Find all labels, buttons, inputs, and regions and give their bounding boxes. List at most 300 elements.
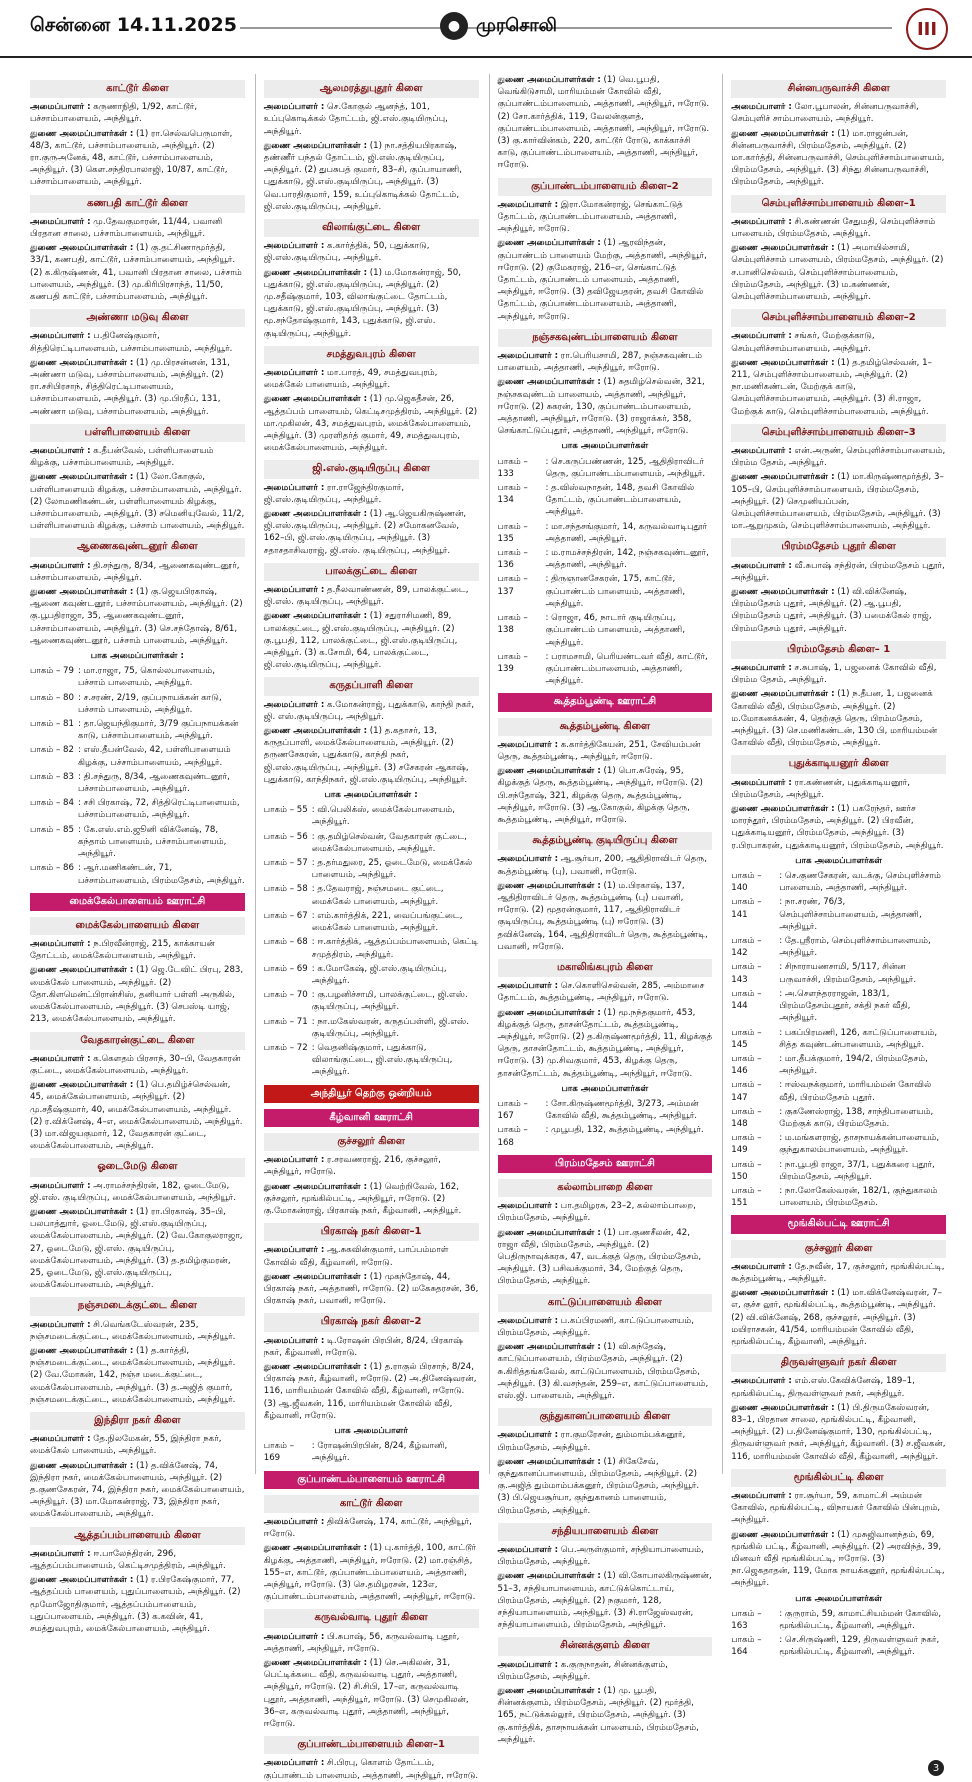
booth-organiser: : ச.சரண், 2/19, குப்பநாயக்கன் காடு, பச்சாம் பாளையம், அந்தியூர். xyxy=(78,692,222,715)
paper-name: முரசொலி xyxy=(476,14,557,36)
column-4 xyxy=(722,74,946,1658)
branch-heading: பிரம்மதேசம் புதூர் கிளை xyxy=(731,538,946,556)
role-label: அமைப்பாளர் : xyxy=(263,699,325,710)
booth-row xyxy=(264,910,479,934)
role-label: துணை அமைப்பாளர்கள் : xyxy=(30,587,134,598)
booth-row xyxy=(264,883,479,907)
booth-row xyxy=(731,1185,946,1209)
organiser-entry: துணை அமைப்பாளர்கள் : (1) லோ.கோகுல், பள்ளிபாளையம் கிழக்கு, பச்சாம்பாளையம், அந்தியூர். (2) லோமணிகண்டன், பள்ளிபாளையம் கிழக்கு, பச்சாம்பாளையம், அந்தியூர். (3) சமெனியுவேல், 11/2, பள்ளிபாளையம் கிழக்கு, பச்சாம் பாளையம், அந்தியூர். xyxy=(30,472,245,532)
role-label: அமைப்பாளர் : xyxy=(731,777,792,788)
role-label: அமைப்பாளர் : xyxy=(263,585,325,596)
booth-row xyxy=(30,797,245,821)
booth-number: பாகம் – 81 xyxy=(30,719,74,730)
booth-number: பாகம் – 148 xyxy=(731,1106,762,1129)
branch-heading: குச்சலூர் கிளை xyxy=(731,1240,946,1258)
organiser-entry: துணை அமைப்பாளர்கள் : (1) முகந்தோஷ், 44, பிரகாஷ் நகர், அத்தாணி, ஈரோடு. (2) மகேசுதரசன், 36, பிரகாஷ் நகர், பவானி, ஈரோடு. xyxy=(263,1271,479,1307)
branch-heading: காட்டுப்பாளையம் கிளை xyxy=(498,1294,713,1312)
booth-organiser: : ஈஸ்வநக்குமார், மாரியம்மன் கோவில் வீதி, பிரம்மதேசம் புதூர். xyxy=(779,1080,932,1103)
booth-row xyxy=(264,1016,479,1040)
role-label: அமைப்பாளர் : xyxy=(731,560,792,571)
organiser-entry: அமைப்பாளர் : ரா.கண்ணன், புதுக்காடியனூர், பிரம்மதேசம், அந்தியூர். xyxy=(731,777,910,800)
role-label: அமைப்பாளர் : xyxy=(263,1516,325,1527)
organiser-entry: துணை அமைப்பாளர்கள் : (1) வி.கோபாலகிருஷ்ணன், 51–3, சந்தியாபாளையம், காட்டுக்கொட்டாய், பிரம்மதேசம், அந்தியூர். (2) நகுமார், 128, சந்தியாபாளையம், அந்தியூர். (3) சி.ராஜேஸ்வரன், சந்தியாபாளையம், பிரம்மதேசம், அந்தியூர். xyxy=(497,1571,712,1631)
branch-heading: குந்துகானப்பாளையம் கிளை xyxy=(498,1408,713,1426)
booth-organiser: : ஆர்.மணிகண்டன், 71, பச்சாம்பாளையம், பிரம்மதேசம், அந்தியூர். xyxy=(78,863,245,886)
organiser-entry: துணை அமைப்பாளர்கள் : (1) மா.கிருஷ்ணமூர்த்தி, 3–105–பி, செம்புளிச்சாம்பாளையம், பிரம்மதேசம், அந்தியூர். (2) செமுனியப்பன், செம்புளிச்சாம்பாளையம், பிரம்மதேசம், அந்தியூர். (3) மா.ஆறுமுகம், செம்புளிச்சாம்பாளையம், அந்தியூர். xyxy=(731,472,944,532)
branch-heading: ஓடைமேடு கிளை xyxy=(30,1158,245,1176)
booth-number: பாகம் – 136 xyxy=(497,548,528,571)
organiser-entry: அமைப்பாளர் : செ.கோகுல் ஆனந்த், 101, உப்புகொடிக்கல் தோட்டம், ஜி.எஸ்.குடியிருப்பு, அந்தியூர். xyxy=(263,102,448,137)
booth-row xyxy=(30,718,245,742)
booth-number: பாகம் – 86 xyxy=(30,863,74,874)
organiser-entry: துணை அமைப்பாளர்கள் : (1) த.கதாசர், 13, கருதப்பாளி, மைக்கேல்பாளையம், அந்தியூர். (2) தருணசேகரன், புதுக்காடு, காந்தி நகர், ஜி.எஸ்.குடியிருப்பு, அந்தியூர். (3) சசேகரன் ஆகாஷ், புதுக்காடு, காந்திநகர், ஜி.எஸ்.குடியிருப்பு, அந்தியூர். xyxy=(263,726,469,785)
role-label: துணை அமைப்பாளர்கள் : xyxy=(497,1342,601,1353)
booth-organiser: : ம.ராமச்சந்திரன், 142, நஞ்சகவுண்டனூர், அத்தாணி, அந்தியூர். xyxy=(545,548,709,571)
role-label: அமைப்பாளர் : xyxy=(731,1261,792,1272)
organiser-entry: அமைப்பாளர் : ப.தினேஷ்குமார், சித்திரெட்டிபாளையம், பச்சாம்பாளையம், அந்தியூர். xyxy=(30,331,233,354)
role-label: அமைப்பாளர் : xyxy=(30,446,91,457)
booth-organiser: : நா.மகேஸ்வரன், கருதப்பள்ளி, ஜி.எஸ். குடியிருப்பு, அந்தியூர். xyxy=(311,1016,470,1039)
branch-heading: வேதகாரன்குட்டை கிளை xyxy=(30,1032,245,1050)
role-label: அமைப்பாளர் : xyxy=(731,1490,792,1501)
section-subheading: பாக அமைப்பாளர்கள் xyxy=(795,1593,882,1604)
booth-row xyxy=(731,1106,946,1130)
role-label: துணை அமைப்பாளர்கள் : xyxy=(497,75,601,85)
article-columns xyxy=(30,74,946,1781)
branch-heading: ஆலமரத்துபுதூர் கிளை xyxy=(264,80,479,98)
role-label: துணை அமைப்பாளர்கள் : xyxy=(731,243,835,254)
role-label: துணை அமைப்பாளர்கள் : xyxy=(731,689,835,700)
role-label: துணை அமைப்பாளர்கள் : xyxy=(263,1657,368,1668)
organiser-entry: அமைப்பாளர் : க.குருநாதன், சின்னக்குளம், பிரம்மதேசம், அந்தியூர். xyxy=(497,1659,668,1682)
organiser-entry: அமைப்பாளர் : க.கார்த்திகேயன், 251, சேவியம்பன் தெரு, கூத்தம்பூண்டி, அந்தியூர், ஈரோடு. xyxy=(497,739,701,762)
branch-heading: நஞ்சகவுண்டம்பாளையம் கிளை xyxy=(498,329,713,347)
role-label: துணை அமைப்பாளர்கள் : xyxy=(731,1288,835,1299)
role-label: அமைப்பாளர் : xyxy=(263,482,325,493)
organiser-entry: அமைப்பாளர் : மு.தேவகுமாரன், 11/44, பவானி பிரதான சாலை, பச்சாம்பாளையம், அந்தியூர். xyxy=(30,216,223,239)
role-label: அமைப்பாளர் : xyxy=(263,1631,325,1642)
role-label: அமைப்பாளர் : xyxy=(30,1434,91,1445)
section-subheading: பாக அமைப்பாளர்கள் xyxy=(795,855,882,866)
organiser-entry: துணை அமைப்பாளர்கள் : (1) மா.ராஜன்பன், சின்னபருவாச்சி, பிரம்மதேசம், அந்தியூர். (2) மா.கார்த்தி, சின்னபருவாச்சி, செம்புளிச்சாம்பாளையம், பிரம்மதேசம், அந்தியூர். (3) சிந்து சின்னபருவாச்சி, பிரம்மதேசம், அந்தியூர். xyxy=(731,128,945,188)
organiser-entry: துணை அமைப்பாளர்கள் : (1) த.தமிழ்செல்வன், 1–211, செம்புளிச்சாம்பாளையம், அந்தியூர். (2) நா.மணிகண்டன், மேற்குக் காடு, செம்புளிச்சாம்பாளையம், அந்தியூர். (3) சி.ராஜா, மேற்குக் காடு, செம்புளிச்சாம்பாளையம், அந்தியூர். xyxy=(731,357,932,417)
role-label: துணை அமைப்பாளர்கள் : xyxy=(731,357,835,368)
organiser-entry: அமைப்பாளர் : தே.நிலமேகன், 55, இந்திரா நகர், மைக்கேல் பாளையம், அந்தியூர். xyxy=(30,1434,222,1457)
booth-number: பாகம் – 56 xyxy=(263,831,308,842)
booth-row xyxy=(264,1042,479,1079)
booth-row xyxy=(498,573,713,610)
role-label: துணை அமைப்பாளர்கள் : xyxy=(30,1345,134,1356)
branch-heading: நஞ்சமடைக்குட்டை கிளை xyxy=(30,1297,245,1315)
role-label: அமைப்பாளர் : xyxy=(263,1155,325,1166)
booth-number: பாகம் – 58 xyxy=(263,884,308,895)
booth-organiser: : நா.பூபதி ராஜா, 37/1, புதுக்கரை புதூர், பிரம்மதேசம், அந்தியூர். xyxy=(779,1159,935,1182)
booth-number: பாகம் – 82 xyxy=(30,745,74,756)
role-label: அமைப்பாளர் : xyxy=(497,199,559,210)
booth-organiser: : நா.சரண், 76/3, செம்புளிச்சாம்பாளையம், அத்தாணி, அந்தியூர். xyxy=(779,897,922,932)
organiser-entry: அமைப்பாளர் : தி.சந்துரு, 8/34, ஆணைகவுண்டனூர், பச்சாம்பாளையம், அந்தியூர். xyxy=(30,560,240,583)
organiser-entry: அமைப்பாளர் : பி.சுபாஷ், 56, கருவல்வாடி புதூர், அத்தாணி, அந்தியூர், ஈரோடு. xyxy=(263,1631,460,1654)
booth-row xyxy=(498,456,713,480)
booth-organiser: : தி.சந்துரு, 8/34, ஆணைகவுண்டனூர், பச்சாம்பாளையம், அந்தியூர். xyxy=(78,771,230,795)
date-line: சென்னை 14.11.2025 xyxy=(30,14,237,36)
booth-number: பாகம் – 150 xyxy=(731,1159,762,1182)
section-subheading: பாக அமைப்பாளர்கள் : xyxy=(324,790,418,801)
booth-row xyxy=(731,1634,946,1658)
role-label: அமைப்பாளர் : xyxy=(30,216,91,227)
masthead xyxy=(440,12,557,40)
organiser-entry: அமைப்பாளர் : கருணாநிதி, 1/92, காட்டூர், பச்சாம்பாளையம், அந்தியூர். xyxy=(30,102,198,125)
booth-number: பாகம் – 80 xyxy=(30,692,74,703)
header-rule xyxy=(240,27,892,29)
booth-number: பாகம் – 133 xyxy=(497,456,528,479)
organiser-entry: துணை அமைப்பாளர்கள் : (1) த.ராகுல் பிரசாந், 8/24, பிரகாஷ் நகர், கீழ்வானி, ஈரோடு. (2) அ.தினேஷ்வரன், 116, மாரியம்மன் கோவில் வீதி, கீழ்வானி, ஈரோடு. (3) ஆ.ஜீவகன், 116, மாரியம்மன் கோவில் வீதி, கீழ்வானி, ஈரோடு. xyxy=(263,1361,477,1421)
booth-row xyxy=(498,521,713,545)
role-label: அமைப்பாளர் : xyxy=(30,102,91,113)
organiser-entry: துணை அமைப்பாளர்கள் : (1) முசுஜிவானந்தம், 69, மூங்கில் பட்டி, கீழ்வானி, அந்தியூர். (2) அரவிந்த், 39, மினவர் வீதி மூங்கில்பட்டி, ஈரோடு. (3) நா.ஜெகதாதன், 119, மோக நாயக்கனூர், மூங்கில்பட்டி, அந்தியூர். xyxy=(731,1529,945,1589)
booth-row xyxy=(731,1132,946,1156)
organiser-entry: அமைப்பாளர் : என்.அருண், செம்புளிச்சாம்பாளையம், பிரம்ம தேசம், அந்தியூர். xyxy=(731,446,946,469)
booth-number: பாகம் – 147 xyxy=(731,1080,762,1103)
branch-heading: கருதப்பாளி கிளை xyxy=(264,677,479,695)
branch-heading: கூத்தம்பூண்டி குடியிருப்பு கிளை xyxy=(498,832,713,850)
role-label: துணை அமைப்பாளர்கள் : xyxy=(30,243,134,254)
organiser-entry: துணை அமைப்பாளர்கள் : (1) மா.விக்னேஷ்வரன், 7–எ, குச்ச லூர், மூங்கில்பட்டி, கூத்தம்பூண்டி, அந்தியூர். (2) வி.விக்னேஷ், 268, குச்சலூர், அந்தியூர். (3) மயிராசகன், 41/54, மாரியம்மன் கோவில் வீதி, மூங்கில்பட்டி, கீழ்வானி, அந்தியூர். xyxy=(731,1288,942,1347)
role-label: அமைப்பாளர் : xyxy=(30,1053,91,1064)
branch-heading: சின்னக்குளம் கிளை xyxy=(498,1637,713,1655)
branch-heading: காட்டூர் கிளை xyxy=(30,80,245,98)
organiser-entry: துணை அமைப்பாளர்கள் : (1) ஆ.ஜெயகிருஷ்ணன், ஜி.எஸ்.குடியிருப்பு, அந்தியூர். (2) சமோகனவேல், 162–பி, ஜி.எஸ்.குடியிருப்பு, அந்தியூர். (3) சதாசதாசிவராஜ், ஜி.எஸ். குடியிருப்பு, அந்தியூர். xyxy=(263,509,467,556)
booth-number: பாகம் – 68 xyxy=(263,937,308,948)
organiser-entry: அமைப்பாளர் : டி.ரோஷன் பிரபின், 8/24, பிரகாஷ் நகர், கீழ்வானி, ஈரோடு. xyxy=(263,1335,463,1358)
booth-row xyxy=(731,988,946,1025)
role-label: துணை அமைப்பாளர்கள் : xyxy=(731,587,835,598)
organiser-entry: துணை அமைப்பாளர்கள் : (1) அமாயில்சாமி, செம்புளிச்சாம் பாளையம், பிரம்மதேசம், அந்தியூர். (2) ச.பானிசெல்வம், செம்புளிச்சாம்பாளையம், பிரம்மதேசம், அந்தியூர். (3) ம.கண்ணன், செம்புளிச்சாம்பாளையம், அந்தியூர். xyxy=(731,243,944,303)
organiser-entry: அமைப்பாளர் : க.கார்த்திக், 50, புதுக்காடு, ஜி.எஸ்.குடியிருப்பு, அந்தியூர். xyxy=(263,241,430,264)
role-label: அமைப்பாளர் : xyxy=(497,351,559,362)
organiser-entry: துணை அமைப்பாளர்கள் : (1) கு.ஜெயபிரகாஷ், ஆணை கவுண்டனூர், பச்சாம்பாளையம், அந்தியூர். (2) கு.பூபதிராஜா, 35, ஆணைகவுண்டனூர், பச்சாம்பாளையம், அந்தியூர். (3) செ.சந்தோஷ், 8/61, ஆணைகவுண்டனூர், பச்சாம் பாளையம், அந்தியூர். xyxy=(30,587,243,646)
organiser-entry: அமைப்பாளர் : ரா.பெரியசாமி, 287, நஞ்சகவுண்டம் பாளையம், அத்தாணி, அந்தியூர், ஈரோடு. xyxy=(497,351,703,374)
booth-organiser: : திருஞானசேகரன், 175, காட்டூர், குப்பாண்டம் பாளையம், அத்தாணி, அந்தியூர். xyxy=(545,574,686,609)
booth-organiser: : ரொஜா, 46, நாடார் குடியிருப்பு, குப்பாண்டம் பாளையம், அத்தாணி, அந்தியூர். xyxy=(545,613,686,648)
branch-heading: மைக்கேல்பாளையம் கிளை xyxy=(30,917,245,935)
booth-number: பாகம் – 70 xyxy=(263,990,308,1001)
role-label: அமைப்பாளர் : xyxy=(263,1335,325,1346)
booth-number: பாகம் – 135 xyxy=(497,521,528,544)
section-subheading: பாக அமைப்பாளர் xyxy=(334,1425,408,1436)
role-label: துணை அமைப்பாளர்கள் : xyxy=(731,1529,835,1540)
booth-organiser: : மா.ராஜா, 75, கொல்லபாளையம், பச்சாம் பாளையம், அந்தியூர். xyxy=(78,666,215,689)
organiser-entry: துணை அமைப்பாளர்கள் : (1) பு.கார்த்தி, 100, காட்டூர் கிழக்கு, அத்தாணி, அந்தியூர், ஈரோடு. (2) மா.ரஞ்சித், 155–எ, காட்டூர், குப்பாண்டம்பாளையம், அத்தாணி, அந்தியூர், ஈரோடு. (3) செ.தமிழரசன், 123எ, குப்பாண்டம்பாளையம், அத்தாணி, அந்தியூர், ஈரோடு. xyxy=(263,1543,477,1603)
booth-organiser: : பகப்பிரமணி, 126, காட்டுப்பாளையம், சித்த கவுண்டன்பாளையம், அந்தியூர். xyxy=(779,1027,938,1050)
booth-number: பாகம் – 169 xyxy=(263,1441,295,1464)
booth-organiser: : த.விஸ்வநாதன், 148, தவசி கோவில் தோட்டம், குப்பாண்டம்பாளையம், அந்தியூர். xyxy=(545,483,695,518)
branch-heading: அண்ணா மடுவு கிளை xyxy=(30,309,245,327)
organiser-entry: துணை அமைப்பாளர்கள் : (1) வி.விக்னேஷ், பிரம்மதேசம் புதூர், அந்தியூர். (2) ஆ.பூபதி, பிரம்மதேசம் புதூர், அந்தியூர். (3) பமைக்கேல் ராஜ், பிரம்மதேசம் புதூர், அந்தியூர். xyxy=(731,587,932,634)
elephant-logo-icon: ● xyxy=(440,12,468,40)
booth-row xyxy=(731,870,946,894)
role-label: துணை அமைப்பாளர்கள் : xyxy=(497,766,601,777)
booth-number: பாகம் – 138 xyxy=(497,613,528,636)
booth-organiser: : மா.சந்தசங்குமார், 14, கருவல்வாடிபுதூர் அத்தாணி, அந்தியூர். xyxy=(545,521,708,544)
role-label: துணை அமைப்பாளர்கள் : xyxy=(263,1543,368,1554)
panchayat-banner: கீழ்வானி ஊராட்சி xyxy=(264,1109,479,1127)
role-label: துணை அமைப்பாளர்கள் : xyxy=(263,726,368,737)
organiser-entry: அமைப்பாளர் : ஆ.சுகவின்குமார், பாப்பம்மாள் கோவில் வீதி, கீழ்வானி, ஈரோடு. xyxy=(263,1245,449,1268)
organiser-entry: அமைப்பாளர் : ரா.சூர்யா, 59, காமாட்சி அம்மன் கோவில், மூங்கில்பட்டி, விநாயகர் கோவில் பின்புறம், அந்தியூர். xyxy=(731,1490,941,1526)
booth-organiser: : அ.சௌந்தரராஜன், 183/1, பிரம்மதேசம்புதூர், சக்தி நகர் வீதி, அந்தியூர். xyxy=(779,988,911,1024)
role-label: துணை அமைப்பாளர்கள் : xyxy=(497,377,601,388)
booth-organiser: : செ.சிருஷ்ணி, 129, திருவள்ளுவர் நகர், மூங்கில்பட்டி, கீழ்வானி, அந்தியூர். xyxy=(779,1635,940,1658)
booth-organiser: : கே.எஸ்.எம்.ஜூனி விக்னேஷ், 78, கந்தாம் பாளையம், பச்சாம்பாளையம், அந்தியூர். xyxy=(78,824,227,860)
organiser-entry: துணை அமைப்பாளர்கள் : (1) ம.பிரகாஷ், 137, ஆதிதிராவிடர் தெரு, கூத்தம்பூண்டி (பு) பவானி, ஈரோடு. (2) மூதரன்குமார், 117, ஆதிதிராவிடர் குடியிருப்பு, கூத்தம்பூண்டி (பு) ஈரோடு. (3) தவிக்னேஷ், 164, ஆதிதிராவிடர் தெரு, கூத்தம்பூண்டி, பவானி, ஈரோடு. xyxy=(497,880,708,952)
role-label: துணை அமைப்பாளர்கள் : xyxy=(263,1271,368,1282)
organiser-entry: அமைப்பாளர் : க.தீபன்வேல், பள்ளிபாளையம் கிழக்கு, பச்சாம்பாளையம், அந்தியூர். xyxy=(30,446,214,469)
branch-heading: பாலக்குட்டை கிளை xyxy=(264,563,479,581)
organiser-entry: துணை அமைப்பாளர்கள் : (1) செ.அகிலன், 31, பெட்டிக்கடை வீதி, கருவல்வாடி புதூர், அத்தாணி, அந்தியூர், ஈரோடு. (2) சி.சிபி, 17–எ, கருவல்வாடி புதூர், அத்தாணி, அந்தியூர், ஈரோடு. (3) செமுகிலன், 36–எ, கருவல்வாடி புதூர், அத்தாணி, அந்தியூர், ஈரோடு. xyxy=(263,1657,469,1729)
organiser-entry: துணை அமைப்பாளர்கள் : (1) ஜெ.டேவிட் பிரபு, 283, மைக்கேல் பாளையம், அந்தியூர். (2) தோ.கிளமென்ட்பிரான்சிஸ், தனியார் பள்ளி அருகில், மைக்கேல்பாளையம், அந்தியூர். (3) செபஸ்டி யாஜ், 213, மைக்கேல்பாளையம், அந்தியூர். xyxy=(30,965,244,1025)
booth-number: பாகம் – 167 xyxy=(497,1098,528,1122)
booth-row xyxy=(731,1053,946,1077)
role-label: துணை அமைப்பாளர்கள் : xyxy=(263,267,368,278)
role-label: துணை அமைப்பாளர்கள் : xyxy=(30,1080,134,1091)
role-label: துணை அமைப்பாளர்கள் : xyxy=(263,1361,368,1372)
branch-heading: ஜி.எஸ்.குடியிருப்பு கிளை xyxy=(264,460,479,478)
booth-number: பாகம் – 67 xyxy=(263,910,308,921)
role-label: துணை அமைப்பாளர்கள் : xyxy=(30,128,134,139)
booth-row xyxy=(731,1608,946,1632)
booth-organiser: : ஈ.கார்த்திக், ஆத்தப்பம்பாளையம், கெட்டி சமுத்திரம், அந்தியூர். xyxy=(311,937,479,960)
role-label: அமைப்பாளர் : xyxy=(497,1315,559,1326)
organiser-entry: துணை அமைப்பாளர்கள் : (1) ம.மோகன்ராஜ், 50, புதுக்காடு, ஜி.எஸ்.குடியிருப்பு, அந்தியூர். (2) மு.சதீஷ்குமார், 103, விலாங்குட்டை தோட்டம், புதுக்காடு, ஜி.எஸ்.குடியிருப்பு, அந்தியூர். (3) மூ.சந்தோஷ்குமார், 143, புதுக்காடு, ஜி.எஸ். குடியிருப்பு, அந்தியூர். xyxy=(263,267,461,339)
role-label: அமைப்பாளர் : xyxy=(497,739,559,750)
organiser-entry: துணை அமைப்பாளர்கள் : (1) சிகேசேவ், குந்துகானப்பாளையம், பிரம்மதேசம், அந்தியூர். (2) கு.அஜித் தும்மாம்பக்கனூர், பிரம்மதேசம், அந்தியூர். (3) பி.ஜெயசூர்யா, குந்துகானம் பாளையம், பிரம்மதேசம், அந்தியூர். xyxy=(497,1456,700,1516)
column-1 xyxy=(30,74,245,1634)
role-label: துணை அமைப்பாளர்கள் : xyxy=(263,509,368,520)
booth-row xyxy=(498,1098,713,1122)
role-label: துணை அமைப்பாளர்கள் : xyxy=(731,472,835,483)
booth-row xyxy=(498,612,713,649)
organiser-entry: அமைப்பாளர் : அ.ராமச்சந்திரன், 182, ஓடைமேடு, ஜி.எஸ். குடியிருப்பு, மைக்கேல்பாளையம், அந்தியூர். xyxy=(30,1180,236,1203)
branch-heading: காட்டூர் கிளை xyxy=(264,1495,479,1513)
organiser-entry: துணை அமைப்பாளர்கள் : (1) ந.தீபன, 1, பஜனைக் கோவில் வீதி, பிரம்மதேசம், அந்தியூர். (2) ம.மோகனக்கண், 4, தெற்குத் தெரு, பிரம்மதேசம், அந்தியூர். (3) செ.மணிகண்டன், 130 பி, மாரியம்மன் கோவில் வீதி, பிரம்மதேசம், அந்தியூர். xyxy=(731,689,938,749)
role-label: துணை அமைப்பாளர்கள் : xyxy=(497,1456,601,1467)
panchayat-banner: பிரம்மதேசம் ஊராட்சி xyxy=(498,1155,713,1173)
booth-organiser: : வெதனிஷ்குமார், புதுக்காடு, விலாங்குட்டை, ஜி.எஸ்.குடியிருப்பு, அந்தியூர். xyxy=(311,1042,453,1078)
branch-heading: செம்புளிச்சாம்பாளையம் கிளை–2 xyxy=(731,309,946,327)
booth-number: பாகம் – 145 xyxy=(731,1027,762,1050)
booth-number: பாகம் – 142 xyxy=(731,936,762,959)
organiser-entry: அமைப்பாளர் : பெ.அருள்குமார், சந்தியாபாளையம், பிரம்மதேசம், அந்தியூர். xyxy=(497,1544,704,1568)
booth-organiser: : எஸ்.தீபன்வேல், 42, பள்ளிபாளையம் கிழக்கு, பச்சாம்பாளையம், அந்தியூர். xyxy=(78,745,231,768)
organiser-entry: அமைப்பாளர் : ரா.ராஜேந்திரகுமார், ஜி.எஸ்.குடியிருப்பு, அந்தியூர். xyxy=(263,482,405,505)
organiser-entry: அமைப்பாளர் : வீ.சுபாஷ் சந்திரன், பிரம்மதேசம் புதூர், அந்தியூர். xyxy=(731,560,945,583)
booth-row xyxy=(30,824,245,861)
role-label: அமைப்பாளர் : xyxy=(497,1659,559,1670)
booth-row xyxy=(30,771,245,795)
booth-organiser: : சோ.கிருஷ்ணமூர்த்தி, 3/273, அம்மன் கோவில் வீதி, கூத்தம்பூண்டி, அந்தியூர். xyxy=(545,1098,699,1122)
booth-organiser: : ரோஷன்பிரபின், 8/24, கீழ்வானி, அந்தியூர். xyxy=(311,1441,448,1464)
organiser-entry: அமைப்பாளர் : ரா.குமரேசன், தும்மாம்பக்கனூர், பிரம்மதேசம், அந்தியூர். xyxy=(497,1430,686,1453)
branch-heading: பிரகாஷ் நகர் கிளை–2 xyxy=(264,1313,479,1331)
booth-number: பாகம் – 72 xyxy=(263,1042,308,1053)
page-badge: III xyxy=(906,8,948,50)
role-label: அமைப்பாளர் : xyxy=(263,1758,325,1769)
booth-row xyxy=(264,1440,479,1464)
booth-number: பாகம் – 163 xyxy=(731,1608,762,1631)
booth-organiser: : தே.ஸ்ரீராம், செம்புளிச்சாம்பாளையம், அந்தியூர். xyxy=(779,936,931,959)
organiser-entry: துணை அமைப்பாளர்கள் : (1) மு. பூபதி, சின்னக்குளம், பிரம்மதேசம், அந்தியூர். (2) மூர்த்தி, 165, நட்டுக்கல்லூர், பிரம்மதேசம், அந்தியூர். (3) கு.கார்த்திக், தாசநாயக்கன் பாளையம், பிரம்மதேசம், அந்தியூர். xyxy=(497,1685,699,1745)
branch-heading: மூங்கில்பட்டி கிளை xyxy=(731,1469,946,1487)
organiser-entry: அமைப்பாளர் : க.கௌதம் பிரசாந், 30–பி, வேதகாரன் குட்டை, மைக்கேல்பாளையம், அந்தியூர். xyxy=(30,1053,241,1076)
branch-heading: சின்னபருவாச்சி கிளை xyxy=(731,80,946,98)
organiser-entry: அமைப்பாளர் : சி.பிரபு, கொளம் தோட்டம், குப்பாண்டம் பாளையம், அத்தாணி, அந்தியூர், ஈரோடு. xyxy=(263,1758,479,1781)
role-label: அமைப்பாளர் : xyxy=(263,102,325,113)
organiser-entry: துணை அமைப்பாளர்கள் : (1) பெ.தமிழ்ச்செல்வன், 45, மைக்கேல்பாளையம், அந்தியூர். (2) மு.சதீஷ்குமார், 40, மைக்கேல்பாளையம், அந்தியூர். (2) ர.விக்னேஷ், 4–எ, மைக்கேல்பாளையம், அந்தியூர். (3) மா.விஜயகுமார், 12, வேதகாரன் குட்டை, மைக்கேல்பாளையம், அந்தியூர். xyxy=(30,1080,243,1152)
booth-row xyxy=(731,961,946,985)
role-label: துணை அமைப்பாளர்கள் : xyxy=(30,472,134,483)
booth-row xyxy=(498,1124,713,1148)
organiser-entry: துணை அமைப்பாளர்கள் : (1) மு.பிரசன்னன், 131, அண்ணா மடுவு, பச்சாம்பாளையம், அந்தியூர். (2) ரா.சசிபிரசாந், சித்திரெட்டிபாளையம், பச்சாம்பாளையம், அந்தியூர். (3) மு.பிரதீப், 131, அண்ணா மடுவு, பச்சாம்பாளையம், அந்தியூர். xyxy=(30,357,230,417)
branch-heading: கருவல்வாடி புதூர் கிளை xyxy=(264,1609,479,1627)
branch-heading: புதுக்காடியனூர் கிளை xyxy=(731,755,946,773)
organiser-entry: அமைப்பாளர் : ர.சரவணராஜ், 216, குச்சலூர், அந்தியூர், ஈரோடு. xyxy=(263,1155,441,1178)
booth-row xyxy=(731,1079,946,1103)
organiser-entry: அமைப்பாளர் : சி.கண்ணன் சேதுமதி, செம்புளிச்சாம் பாளையம், பிரம்மதேசம், அந்தியூர். xyxy=(731,216,936,239)
booth-organiser: : நா.லோகேஸ்வரன், 182/1, குந்துகாலம் பாளையம், பிரம்மதேசம். xyxy=(779,1185,938,1209)
organiser-entry: அமைப்பாளர் : பா.தமிழரசு, 23–2, கல்லாம்பாறை, பிரம்மதேசம், அந்தியூர். xyxy=(497,1201,696,1224)
role-label: துணை அமைப்பாளர்கள் : xyxy=(30,965,134,976)
role-label: அமைப்பாளர் : xyxy=(30,560,91,571)
booth-number: பாகம் – 71 xyxy=(263,1016,308,1027)
role-label: அமைப்பாளர் : xyxy=(497,1544,559,1555)
organiser-entry: அமைப்பாளர் : ப.கப்பிரமணி, காட்டுப்பாளையம், பிரம்மதேசம், அந்தியூர். xyxy=(497,1315,694,1338)
organiser-entry: அமைப்பாளர் : மா.பாரத், 49, சமத்துவபுரம், மைக்கேல் பாளையம், அந்தியூர். xyxy=(263,368,438,391)
branch-heading: விலாங்குட்டை கிளை xyxy=(264,219,479,237)
role-label: அமைப்பாளர் : xyxy=(30,1319,91,1330)
branch-heading: குப்பாண்டம்பாளையம் கிளை–2 xyxy=(498,178,713,196)
organiser-entry: துணை அமைப்பாளர்கள் : (1) வெற்றிவேல், 162, குச்சலூர், மூங்கில்பட்டி, அந்தியூர், ஈரோடு. (2) கு.மோகன்ராஜ், பிரகாஷ் நகர், கீழ்வானி, அந்தியூர். xyxy=(263,1181,462,1216)
branch-heading: சமத்துவபுரம் கிளை xyxy=(264,346,479,364)
booth-row xyxy=(264,857,479,881)
organiser-entry: துணை அமைப்பாளர்கள் : (1) வெ.பூபதி, வெங்கிடுசாமி, மாரியம்மன் கோவில் வீதி, குப்பாண்டம்பாளையம், அத்தாணி, அந்தியூர், ஈரோடு. (2) சோ.கார்த்திக், 119, வேலன்குளத், குப்பாண்டம்பாளையம், அத்தாணி, அந்தியூர், ஈரோடு. (3) கு.கார்வின்கம், 220, காட்டூர் ரோடு, காக்காச்சி காடு, குப்பாண்டம்பாளையம், அத்தாணி, அந்தியூர், ஈரோடு. xyxy=(497,75,710,171)
role-label: துணை அமைப்பாளர்கள் : xyxy=(497,1007,601,1018)
organiser-entry: துணை அமைப்பாளர்கள் : (1) த.கார்த்தி, நஞ்சமடைக்குட்டை, மைக்கேல்பாளையம், அந்தியூர். (2) வே.மோகன், 142, நஞ்ச மடைக்குட்டை, மைக்கேல்பாளையம், அந்தியூர். (3) த.அஜித் குமார், நஞ்சமடைக்குட்டை, மைக்கேல்பாளையம், அந்தியூர். xyxy=(30,1345,236,1405)
role-label: அமைப்பாளர் : xyxy=(731,663,792,674)
branch-heading: செம்புளிச்சாம்பாளையம் கிளை–3 xyxy=(731,424,946,442)
organiser-entry: அமைப்பாளர் : சங்கர், மேற்குக்காடு, செம்புளிச்சாம்பாளையம், அந்தியூர். xyxy=(731,331,875,354)
booth-row xyxy=(731,1027,946,1051)
panchayat-banner: கூத்தம்பூண்டி ஊராட்சி xyxy=(498,693,713,711)
organiser-entry: துணை அமைப்பாளர்கள் : (1) பி.திருமகேஸ்வரன், 83–1, பிரதான சாலை, மூங்கில்பட்டி, கீழ்வானி, அந்தியூர். (2) ப.தினேஷ்குமார், 130, மூங்கில்பட்டி, திருவள்ளுவர் நகர், அந்தியூர், கீழ்வானி. (3) ச.ஜீவகன், 116, மாரியம்மன் கோவில் வீதி, கீழ்வானி, அந்தியூர். xyxy=(731,1402,946,1462)
branch-heading: கல்லாம்பாறை கிளை xyxy=(498,1179,713,1197)
organiser-entry: அமைப்பாளர் : லோ.பூபாலன், சின்னபருவாச்சி, செம்புளிச் சாம்பாளையம், அந்தியூர். xyxy=(731,102,919,125)
booth-number: பாகம் – 134 xyxy=(497,483,528,506)
booth-number: பாகம் – 55 xyxy=(263,805,308,816)
organiser-entry: துணை அமைப்பாளர்கள் : (1) த.விக்னேஷ், 74, இந்திரா நகர், மைக்கேல்பாளையம், அந்தியூர். (2) த.குணசேகரன், 74, இந்திரா நகர், மைக்கேல்பாளையம், அந்தியூர். (3) மா.மோகன்ராஜ், 73, இந்திரா நகர், மைக்கேல்பாளையம், அந்தியூர். xyxy=(30,1460,245,1520)
role-label: துணை அமைப்பாளர்கள் : xyxy=(731,804,835,815)
role-label: அமைப்பாளர் : xyxy=(30,1180,91,1191)
booth-number: பாகம் – 143 xyxy=(731,962,762,985)
organiser-entry: துணை அமைப்பாளர்கள் : (1) ஆரவிந்தன், குப்பாண்டம் பாளையம் மேற்கு, அத்தாணி, அந்தியூர், ஈரோடு. (2) குமேகராஜ், 216–எ, செங்காட்டுத் தோட்டம், குப்பாண்டம் பாளையம், அத்தாணி, அந்தியூர், ஈரோடு. (3) தவிஜேயதரன், தவசி கோவில் தோட்டம், குப்பாண்டம்பாளையம், அத்தாணி, அந்தியூர், ஈரோடு. xyxy=(497,238,707,322)
role-label: அமைப்பாளர் : xyxy=(497,981,559,992)
booth-number: பாகம் – 84 xyxy=(30,798,74,809)
role-label: அமைப்பாளர் : xyxy=(731,216,792,227)
booth-row xyxy=(30,744,245,768)
role-label: துணை அமைப்பாளர்கள் : xyxy=(497,1685,601,1696)
branch-heading: குப்பாண்டம்பாளையம் கிளை–1 xyxy=(264,1736,479,1754)
role-label: துணை அமைப்பாளர்கள் : xyxy=(263,140,368,151)
role-label: அமைப்பாளர் : xyxy=(263,1245,325,1256)
role-label: அமைப்பாளர் : xyxy=(497,1430,559,1441)
booth-organiser: : வி.பெலிக்ஸ், மைக்கேல்பாளையம், அந்தியூர். xyxy=(311,805,455,828)
section-subheading: பாக அமைப்பாளர்கள் xyxy=(561,441,649,452)
booth-organiser: : சிநாராயணசாமி, 5/117, சின்ன பருவாச்சி, பிரம்மதேசம், அந்தியூர். xyxy=(779,962,917,985)
booth-number: பாகம் – 141 xyxy=(731,897,762,920)
branch-heading: குச்சலூர் கிளை xyxy=(264,1133,479,1151)
role-label: துணை அமைப்பாளர்கள் : xyxy=(497,1227,601,1238)
role-label: அமைப்பாளர் : xyxy=(731,1376,792,1387)
organiser-entry: துணை அமைப்பாளர்கள் : (1) வி.சுந்தேஷ், காட்டுப்பாளையம், பிரம்மதேசம், அந்தியூர். (2) சு.கிரித்தங்கவேல், காட்டுப்பாளையம், பிரம்மதேசம், அந்தியூர். (3) கி.வசந்தன், 259–எ, காட்டுப்பாளையம், எஸ்.ஜி. பாளையம், அந்தியூர். xyxy=(497,1342,709,1401)
page-header xyxy=(0,0,972,58)
branch-heading: சந்தியபாளையம் கிளை xyxy=(498,1523,713,1541)
section-subheading: பாக அமைப்பாளர்கள் xyxy=(561,1083,649,1094)
role-label: துணை அமைப்பாளர்கள் : xyxy=(731,1402,835,1413)
booth-number: பாகம் – 146 xyxy=(731,1053,762,1077)
booth-organiser: : எம்.கார்த்திக், 221, வைப்பங்குட்டை, மைக்கேல் பாளையம், அந்தியூர். xyxy=(311,910,463,934)
booth-organiser: : மா.தீபக்குமார், 194/2, பிரம்மதேசம், அந்தியூர். xyxy=(779,1053,928,1077)
booth-organiser: : ம.மங்களராஜ், தாசநாயக்கன்பாளையம், குந்துகாலம்பாளையம், அந்தியூர். xyxy=(779,1133,940,1156)
role-label: அமைப்பாளர் : xyxy=(30,331,91,342)
branch-heading: கூத்தம்பூண்டி கிளை xyxy=(498,718,713,736)
column-3 xyxy=(489,74,713,1745)
booth-number: பாகம் – 79 xyxy=(30,666,74,677)
booth-organiser: : செ.குணசேகரன், வடக்கு, செம்புளிச்சாம் பாளையம், அத்தாணி, அந்தியூர். xyxy=(779,871,941,894)
role-label: அமைப்பாளர் : xyxy=(497,854,559,865)
booth-row xyxy=(731,896,946,933)
branch-heading: திருவள்ளுவர் நகர் கிளை xyxy=(731,1354,946,1372)
organiser-entry: துணை அமைப்பாளர்கள் : (1) மு.ஜெகதீசன், 26, ஆத்தப்பம் பாளையம், கெட்டிசமுத்திரம், அந்தியூர். (2) மா.முகிலன், 43, சமத்துவபுரம், மைக்கேல்பாளையம், அந்தியூர். (3) முரளிதர்த் குமார், 49, சமத்துவபுரம், மைக்கேல்பாளையம், அந்தியூர். xyxy=(263,394,478,454)
branch-heading: செம்புளிச்சாம்பாளையம் கிளை–1 xyxy=(731,195,946,213)
booth-row xyxy=(498,482,713,519)
booth-organiser: : பராமசாமி, பெரியண்டவர் வீதி, காட்டூர், குப்பாண்டம்பாளையம், அத்தாணி, அந்தியூர். xyxy=(545,651,708,687)
organiser-entry: துணை அமைப்பாளர்கள் : (1) சதுராசிமணி, 89, பாலக்குட்டை, ஜி.எஸ்.குடியிருப்பு, அந்தியூர். (2) கு.பூபதி, 112, பாலக்குட்டை, ஜி.எஸ்.குடியிருப்பு, அந்தியூர். (3) க.சோமி, 64, பாலக்குட்டை, ஜி.எஸ்.குடியிருப்பு, அந்தியூர். xyxy=(263,611,458,671)
branch-heading: பிரகாஷ் நகர் கிளை–1 xyxy=(264,1223,479,1241)
booth-row xyxy=(498,651,713,688)
branch-heading: மகாலிங்கபுரம் கிளை xyxy=(498,959,713,977)
booth-organiser: : சசி பிரகாஷ், 72, சித்திரெட்டிபாளையம், பச்சாம்பாளையம், அந்தியூர். xyxy=(78,798,240,821)
booth-organiser: : கு.பழனிச்சாமி, பாலக்குட்டை, ஜி.எஸ். குடியிருப்பு, அந்தியூர். xyxy=(311,990,468,1013)
organiser-entry: துணை அமைப்பாளர்கள் : (1) நா.சத்தியபிரகாஷ், தண்ணீர் பந்தல் தோட்டம், ஜி.எஸ்.குடியிருப்பு, அந்தியூர். (2) துபசுபத் குமார், 83–சி, குப்பாயாணி, புதுக்காடு, ஜி.எஸ்.குடியிருப்பு, அந்தியூர். (3) வெ.பாரதிகுமார், 159, உப்புகொடிக்கல் தோட்டம், ஜி.எஸ்.குடியிருப்பு, அந்தியூர். xyxy=(263,140,463,212)
organiser-entry: துணை அமைப்பாளர்கள் : (1) ர.பிரகேஷ்குமார், 77, ஆத்தப்பம் பாளையம், புதுப்பாளையம், அந்தியூர். (2) மூமோஜோதிகுமார், ஆத்தப்பம்பாளையம், புதுப்பாளையம், அந்தியூர். (3) க.கவின், 41, சமத்துவபுரம், மைக்கேல்பாளையம், அந்தியூர். xyxy=(30,1575,241,1634)
organiser-entry: துணை அமைப்பாளர்கள் : (1) பகரேந்தர், ஊர்ச மாரந்தூர், பிரம்மதேசம், அந்தியூர். (2) பிரவீன், புதுக்காடியனூர், பிரம்மதேசம், அந்தியூர். (3) ர.பிரபாகரன், புதுக்காடியனூர், பிரம்மதேசம், அந்தியூர். xyxy=(731,804,944,851)
role-label: அமைப்பாளர் : xyxy=(731,331,792,342)
branch-heading: ஆத்தப்பம்பாளையம் கிளை xyxy=(30,1527,245,1545)
booth-organiser: : முபூபதி, 132, கூத்தம்பூண்டி, அந்தியூர். xyxy=(545,1125,704,1136)
booth-organiser: : குகணேஸ்ராஜ், 138, சாந்திபாளையம், மேற்குக் காடு, பிரம்மதேசம். xyxy=(779,1106,934,1129)
organiser-entry: அமைப்பாளர் : செ.கொளிசெல்வன், 285, அம்மாசை தோட்டம், கூத்தம்பூண்டி, அந்தியூர், ஈரோடு. xyxy=(497,981,705,1004)
organiser-entry: அமைப்பாளர் : த.நீலவாண்ணன், 89, பாலக்குட்டை, ஜி.எஸ். குடியிருப்பு, அந்தியூர். xyxy=(263,585,469,608)
booth-organiser: : த.தேவராஜ், நஞ்சமடை குட்டை, மைக்கேல் பாளையம், அந்தியூர். xyxy=(311,884,444,907)
booth-number: பாகம் – 140 xyxy=(731,871,762,894)
role-label: துணை அமைப்பாளர்கள் : xyxy=(30,1575,134,1586)
organiser-entry: துணை அமைப்பாளர்கள் : (1) பொ.சுரேஷ், 95, கிழக்குத் தெரு, கூத்தம்பூண்டி, அந்தியூர், ஈரோடு. (2) பி.சந்தோஷ், 321, கிழக்கு தெரு, கூத்தம்பூண்டி, அந்தியூர், ஈரோடு. (3) ஆ.கோகுல், கிழக்கு தெரு, கூத்தம்பூண்டி, அந்தியூர், ஈரோடு. xyxy=(497,766,703,825)
booth-number: பாகம் – 137 xyxy=(497,574,528,597)
booth-number: பாகம் – 168 xyxy=(497,1125,528,1148)
role-label: துணை அமைப்பாளர்கள் : xyxy=(30,357,134,368)
role-label: துணை அமைப்பாளர்கள் : xyxy=(497,1571,601,1582)
organiser-entry: அமைப்பாளர் : சி.வெங்கடேஸ்வரன், 235, நஞ்சமடைக்குட்டை, மைக்கேல்பாளையம், அந்தியூர். xyxy=(30,1319,236,1342)
